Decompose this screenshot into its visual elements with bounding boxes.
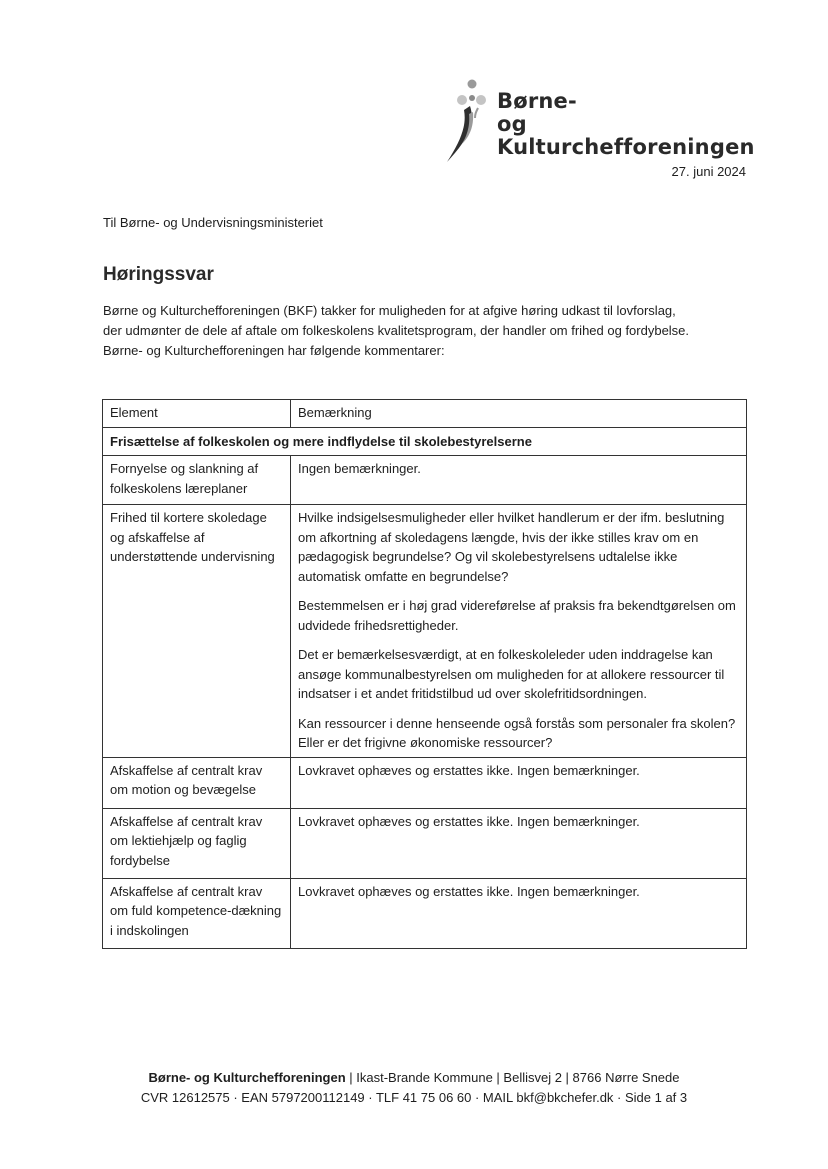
intro-line: Børne og Kulturchefforeningen (BKF) takker for muligheden for at afgive høring udkast til lovforslag, [103,303,676,318]
element-cell: Afskaffelse af centralt krav om lektiehjælp og faglig fordybelse [103,808,291,878]
table-row [103,505,747,758]
table-section-row [103,427,747,456]
document-title: Høringssvar [103,264,214,285]
element-cell: Frihed til kortere skoledage og afskaffelse af understøttende undervisning [103,505,291,758]
footer-address: | Ikast-Brande Kommune | Bellisvej 2 | 8766 Nørre Snede [345,1070,680,1085]
remark-paragraph: Hvilke indsigelsesmuligheder eller hvilket handlerum er der ifm. beslutning om afkortning af skoledagens længde, hvis der ikke stilles krav om en pædagogisk begrundelse? Og vil skolebestyrelsens udtalelse ikke automatisk omfatte en begrundelse? [298,510,725,584]
footer-line-2: CVR 12612575 · EAN 5797200112149 · TLF 41 75 06 60 · MAIL bkf@bkchefer.dk · Side 1 af 3 [140,1090,688,1105]
remark-paragraph: Kan ressourcer i denne henseende også forstås som personaler fra skolen? Eller er det frigivne økonomiske ressourcer? [298,715,736,750]
remark-paragraph: Ingen bemærkninger. [298,461,421,476]
table-row [103,456,747,505]
logo-icon [440,76,500,166]
column-header-remarks: Bemærkning [291,400,747,428]
remarks-cell [291,878,747,948]
footer-line-1 [0,1068,828,1088]
remark-paragraph: Det er bemærkelsesværdigt, at en folkeskoleleder uden inddragelse kan ansøge kommunalbestyrelsen om muligheden for at allokere ressourcer til indsatser i et andet fritidstilbud ud over skolefritidsordningen. [298,647,725,701]
remark-paragraph: Lovkravet ophæves og erstattes ikke. Ingen bemærkninger. [298,813,640,829]
logo-wordmark [497,90,780,159]
section-heading: Frisættelse af folkeskolen og mere indflydelse til skolebestyrelserne [103,427,747,456]
intro-line: Børne- og Kulturchefforeningen har følgende kommentarer: [103,343,445,358]
column-header-element: Element [103,400,291,428]
element-cell: Afskaffelse af centralt krav om fuld kompetence-dækning i indskolingen [103,878,291,948]
recipient: Til Børne- og Undervisningsministeriet [103,215,323,230]
remark-paragraph: Lovkravet ophæves og erstattes ikke. Ingen bemærkninger. [298,883,640,899]
remarks-cell [291,757,747,808]
remarks-cell [291,808,747,878]
table-row [103,878,747,948]
logo [440,76,780,166]
logo-line-2: og Kulturchefforeningen [497,112,755,159]
footer-org: Børne- og Kulturchefforeningen [148,1070,346,1085]
remarks-cell [291,505,747,758]
remarks-table [102,399,747,949]
letter-date: 27. juni 2024 [671,164,746,179]
table-row [103,808,747,878]
footer [0,1068,828,1108]
intro-line: der udmønter de dele af aftale om folkeskolens kvalitetsprogram, der handler om frihed og fordybelse. [103,323,690,338]
remark-paragraph: Lovkravet ophæves og erstattes ikke. Ingen bemærkninger. [298,762,640,778]
logo-line-1: Børne- [497,89,577,113]
remark-paragraph: Bestemmelsen er i høj grad videreførelse af praksis fra bekendtgørelsen om udvidede frihedsrettigheder. [298,598,736,633]
remarks-cell [291,456,747,505]
table-header-row [103,400,747,428]
table-row [103,757,747,808]
element-cell: Fornyelse og slankning af folkeskolens læreplaner [103,456,291,505]
intro-paragraph [103,301,753,361]
element-cell: Afskaffelse af centralt krav om motion og bevægelse [103,757,291,808]
